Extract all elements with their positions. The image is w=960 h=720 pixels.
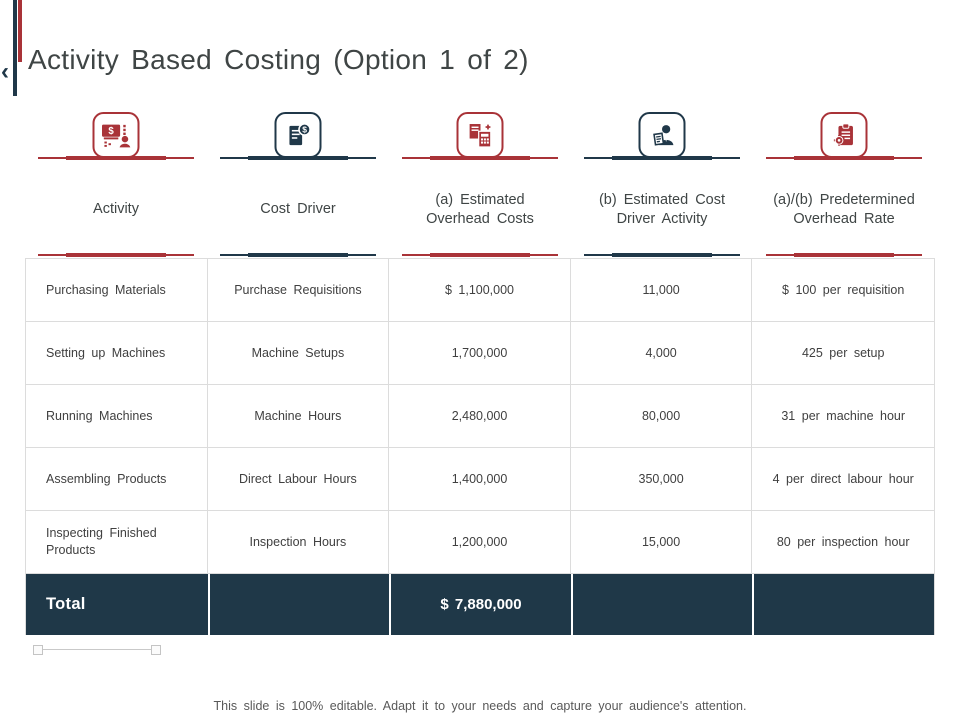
chevron-left-icon: ‹ (1, 58, 9, 85)
cell-driver-activity: 4,000 (571, 322, 753, 384)
svg-text:$: $ (301, 123, 307, 134)
table-row (26, 259, 934, 322)
column-label: Activity (93, 201, 139, 218)
left-navy-bar (13, 0, 17, 96)
total-empty-cell (752, 574, 934, 635)
cell-overhead-costs: 2,480,000 (389, 385, 571, 447)
table-row (26, 322, 934, 385)
accent-underline (402, 254, 558, 256)
column-header-cost-driver (207, 110, 389, 252)
cell-rate: 4 per direct labour hour (772, 471, 914, 486)
cell-overhead-costs: 1,400,000 (389, 448, 571, 510)
page-title: Activity Based Costing (Option 1 of 2) (28, 44, 529, 75)
cell-activity: Inspecting Finished Products (26, 511, 208, 573)
connector-line (38, 649, 156, 650)
cell-cost-driver: Direct Labour Hours (208, 448, 390, 510)
cell-activity: Running Machines (26, 385, 208, 447)
cell-activity: Assembling Products (26, 448, 208, 510)
column-label: (a) Estimated Overhead Costs (426, 191, 534, 227)
clipboard-gear-icon (821, 112, 868, 158)
column-header-activity (25, 110, 207, 252)
presentation-money-icon (93, 112, 140, 158)
receipt-calculator-icon (457, 112, 504, 158)
column-header-driver-activity (571, 110, 753, 252)
costing-table (25, 258, 935, 635)
column-label: (b) Estimated Cost Driver Activity (598, 191, 726, 227)
column-label: Cost Driver (260, 201, 336, 218)
svg-text:$: $ (107, 125, 114, 137)
cell-cost-driver: Machine Hours (208, 385, 390, 447)
cell-cost-driver: Purchase Requisitions (208, 259, 390, 321)
cell-rate: 31 per machine hour (781, 408, 906, 423)
table-total-row (26, 574, 934, 635)
accent-underline (584, 254, 740, 256)
column-headers (25, 110, 935, 252)
accent-underline (766, 254, 922, 256)
table-row (26, 511, 934, 574)
total-empty-cell (571, 574, 753, 635)
cell-rate: $ 100 per requisition (782, 282, 905, 297)
cell-rate: 425 per setup (801, 345, 885, 360)
column-header-overhead-rate (753, 110, 935, 252)
accent-underline (38, 254, 194, 256)
connector-handle-right (151, 645, 161, 655)
cell-cost-driver: Inspection Hours (208, 511, 390, 573)
cell-activity: Setting up Machines (26, 322, 208, 384)
cell-driver-activity: 80,000 (571, 385, 753, 447)
cell-driver-activity: 15,000 (571, 511, 753, 573)
column-label: (a)/(b) Predetermined Overhead Rate (773, 191, 915, 227)
column-header-overhead-costs (389, 110, 571, 252)
total-overhead-costs: $ 7,880,000 (389, 574, 571, 635)
invoice-coin-icon (275, 112, 322, 158)
connector-shape (33, 645, 161, 655)
total-label: Total (46, 595, 86, 613)
footer-note: This slide is 100% editable. Adapt it to your needs and capture your audience's attention. (213, 699, 747, 713)
connector-handle-left (33, 645, 43, 655)
cell-driver-activity: 350,000 (571, 448, 753, 510)
table-top-accents (25, 250, 935, 258)
person-document-icon (639, 112, 686, 158)
cell-activity: Purchasing Materials (26, 259, 208, 321)
table-row (26, 385, 934, 448)
cell-overhead-costs: $ 1,100,000 (389, 259, 571, 321)
total-empty-cell (208, 574, 390, 635)
cell-overhead-costs: 1,200,000 (389, 511, 571, 573)
table-row (26, 448, 934, 511)
accent-underline (220, 254, 376, 256)
cell-overhead-costs: 1,700,000 (389, 322, 571, 384)
cell-driver-activity: 11,000 (571, 259, 753, 321)
cell-cost-driver: Machine Setups (208, 322, 390, 384)
left-red-bar (18, 0, 22, 62)
cell-rate: 80 per inspection hour (776, 534, 910, 549)
